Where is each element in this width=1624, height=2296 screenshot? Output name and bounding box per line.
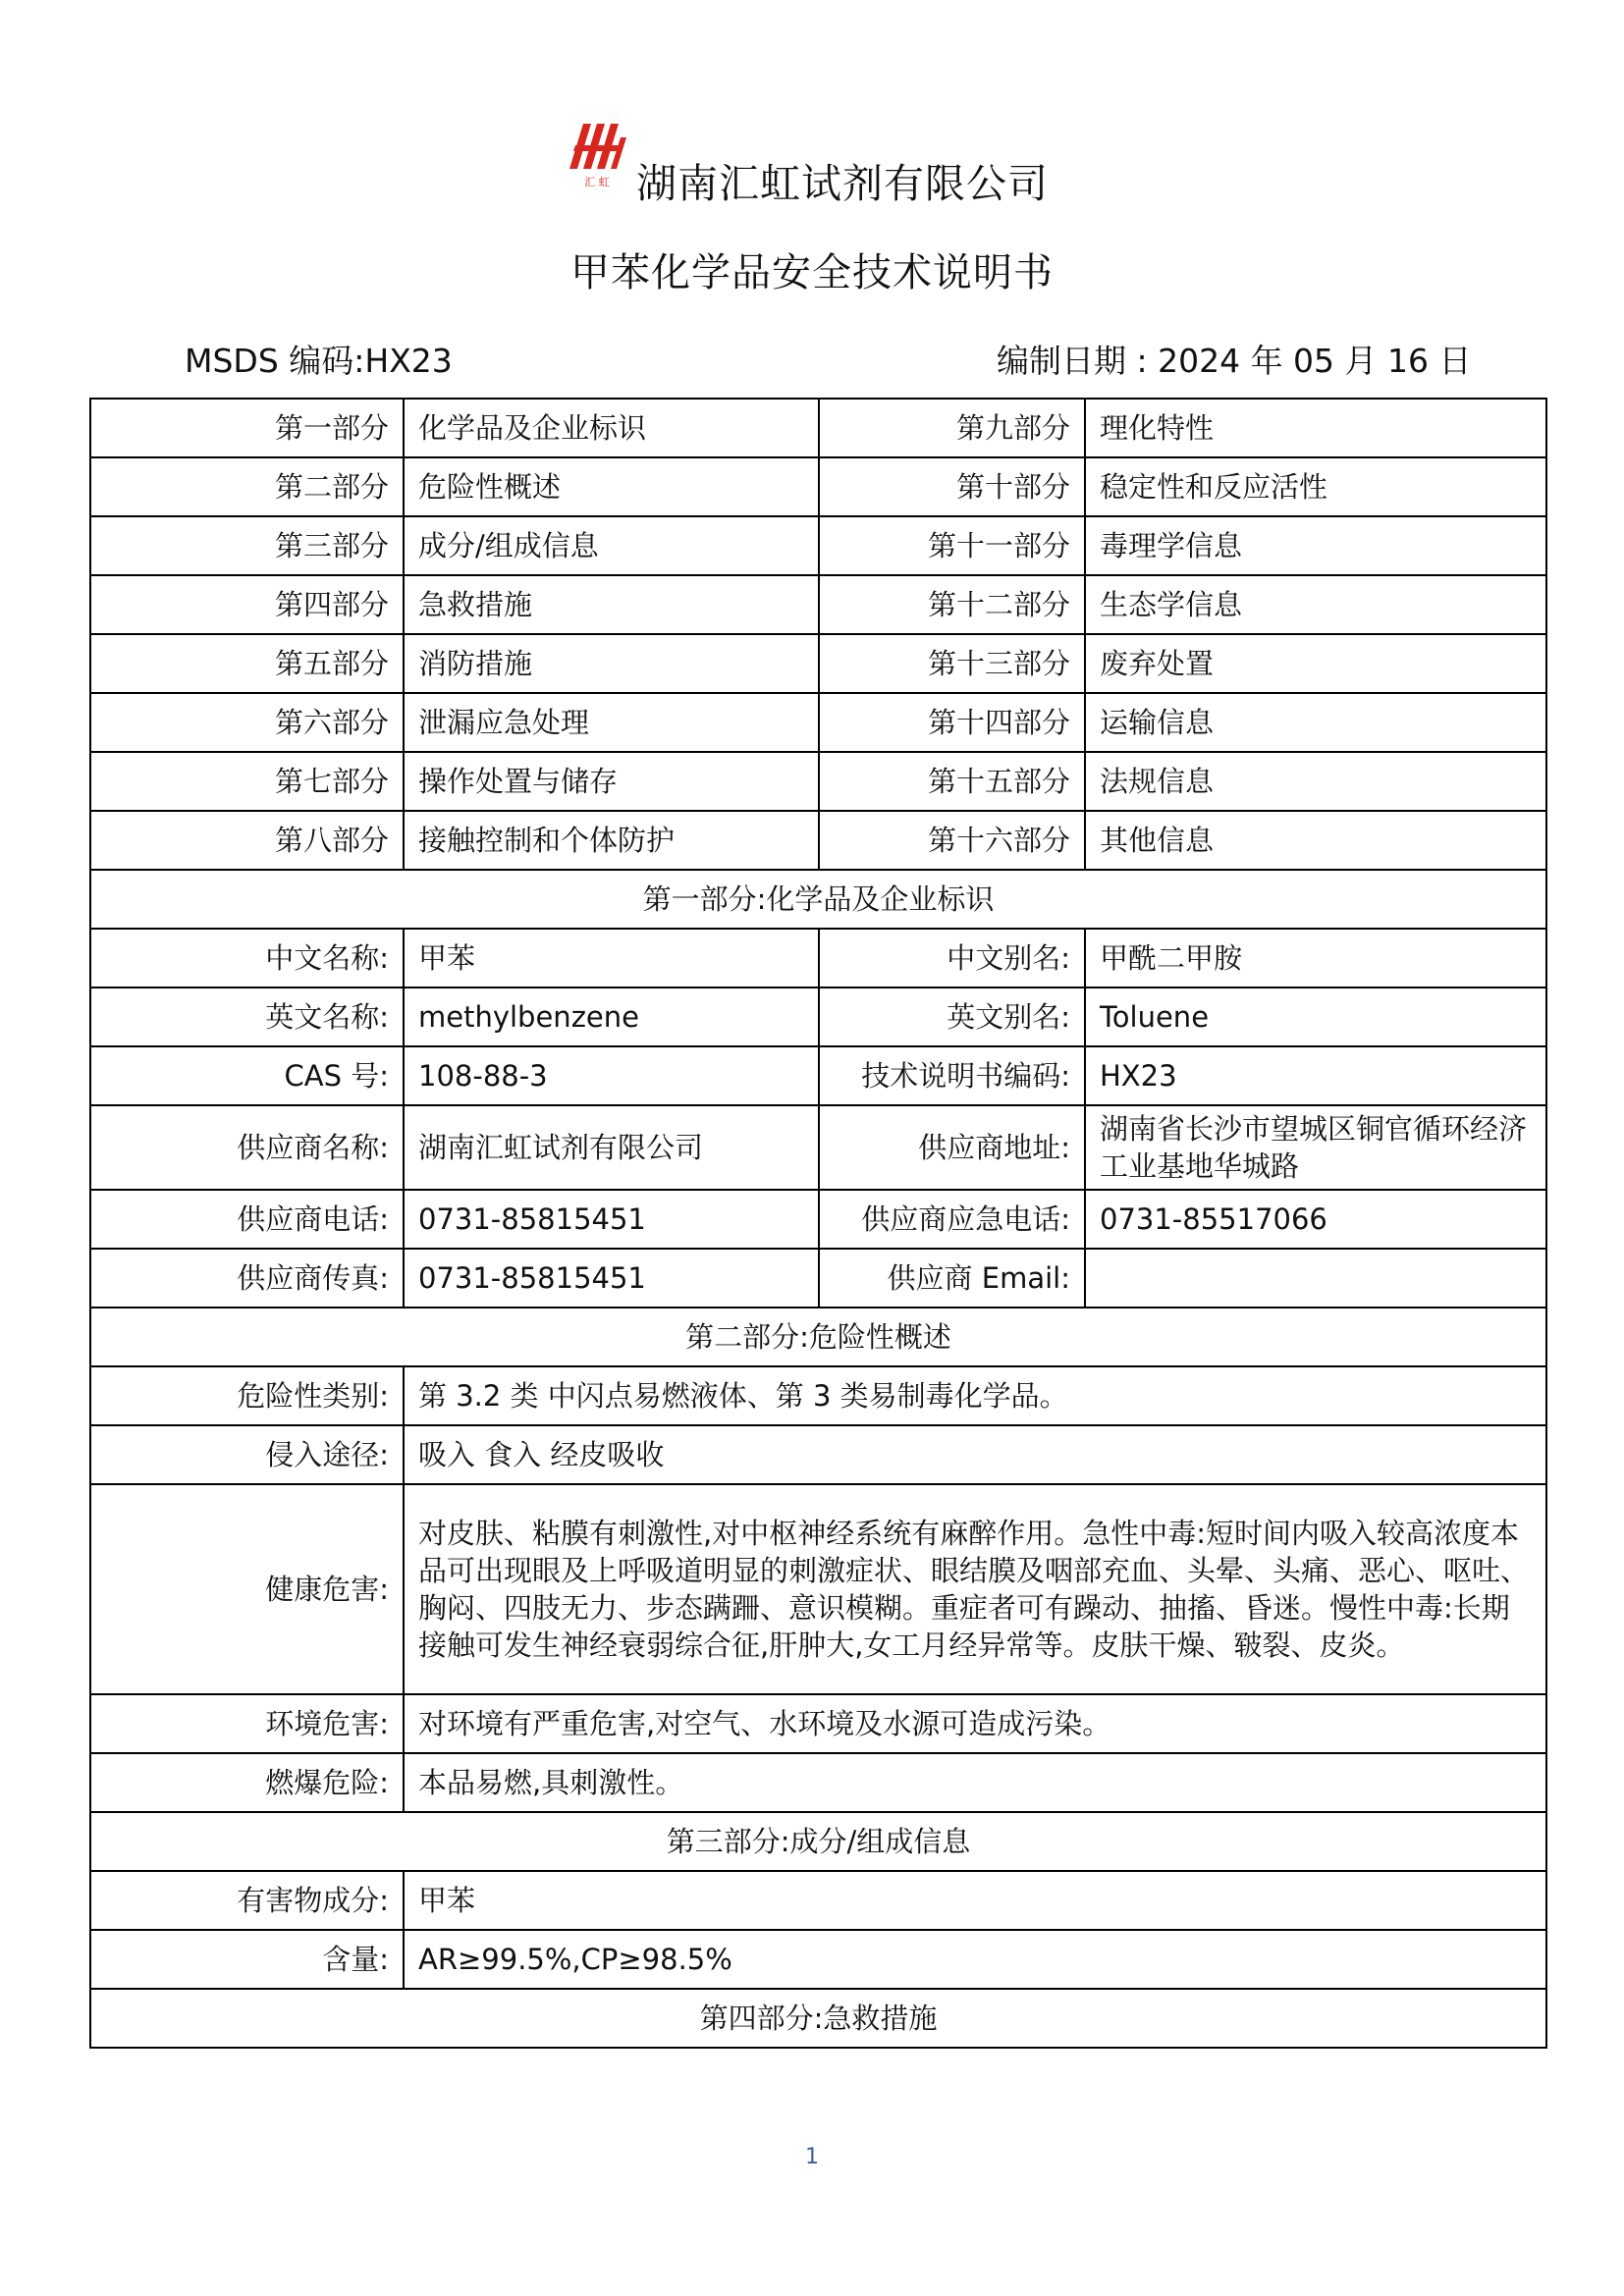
toc-part-title: 泄漏应急处理 [404,693,819,752]
hazard-row [90,1366,1546,1425]
toc-part-title: 危险性概述 [404,457,819,516]
field-label: 供应商 Email: [819,1249,1085,1308]
field-value: 甲酰二甲胺 [1085,929,1546,988]
field-label: 供应商电话: [90,1190,404,1249]
toc-part-title: 接触控制和个体防护 [404,811,819,870]
field-value: Toluene [1085,988,1546,1046]
toc-row [90,634,1546,693]
field-value: 第 3.2 类 中闪点易燃液体、第 3 类易制毒化学品。 [404,1366,1546,1425]
toc-row [90,457,1546,516]
toc-part-title: 理化特性 [1085,399,1546,457]
toc-part-title: 法规信息 [1085,752,1546,811]
field-value: 湖南省长沙市望城区铜官循环经济工业基地华城路 [1085,1105,1546,1190]
toc-part-label: 第十一部分 [819,516,1085,575]
msds-table [89,398,1547,2049]
field-label: 供应商应急电话: [819,1190,1085,1249]
field-value: 0731-85815451 [404,1190,819,1249]
toc-part-label: 第四部分 [90,575,404,634]
field-label: 燃爆危险: [90,1753,404,1812]
document-title: 甲苯化学品安全技术说明书 [570,250,1054,295]
field-label: 供应商传真: [90,1249,404,1308]
hazard-row [90,1484,1546,1694]
toc-row [90,399,1546,457]
composition-row [90,1871,1546,1930]
section-3-heading: 第三部分:成分/组成信息 [90,1812,1546,1871]
field-value: 湖南汇虹试剂有限公司 [404,1105,819,1190]
field-label: 供应商名称: [90,1105,404,1190]
field-value: 对皮肤、粘膜有刺激性,对中枢神经系统有麻醉作用。急性中毒:短时间内吸入较高浓度本品可出现眼及上呼吸道明显的刺激症状、眼结膜及咽部充血、头晕、头痛、恶心、呕吐、胸闷、四肢无力、步态蹒跚、意识模糊。重症者可有躁动、抽搐、昏迷。慢性中毒:长期接触可发生神经衰弱综合征,肝肿大,女工月经异常等。皮肤干燥、皲裂、皮炎。 [404,1484,1546,1694]
field-label: 侵入途径: [90,1425,404,1484]
toc-part-label: 第十六部分 [819,811,1085,870]
toc-part-title: 运输信息 [1085,693,1546,752]
section-heading-row [90,1989,1546,2048]
field-value: 0731-85517066 [1085,1190,1546,1249]
field-value: 对环境有严重危害,对空气、水环境及水源可造成污染。 [404,1694,1546,1753]
toc-part-title: 稳定性和反应活性 [1085,457,1546,516]
field-label: 英文名称: [90,988,404,1046]
company-logo-icon [562,116,632,190]
toc-part-title: 操作处置与储存 [404,752,819,811]
field-label: 英文别名: [819,988,1085,1046]
toc-part-title: 化学品及企业标识 [404,399,819,457]
field-value: 甲苯 [404,1871,1546,1930]
field-label: 含量: [90,1930,404,1989]
section-4-heading: 第四部分:急救措施 [90,1989,1546,2048]
company-name: 湖南汇虹试剂有限公司 [636,160,1049,207]
section-heading-row [90,870,1546,929]
field-value: 0731-85815451 [404,1249,819,1308]
field-value: AR≥99.5%,CP≥98.5% [404,1930,1546,1989]
toc-part-title: 成分/组成信息 [404,516,819,575]
field-label: 中文名称: [90,929,404,988]
field-label: CAS 号: [90,1046,404,1105]
info-row [90,1105,1546,1190]
section-1-heading: 第一部分:化学品及企业标识 [90,870,1546,929]
page-number: 1 [805,2145,819,2169]
toc-row [90,752,1546,811]
hazard-row [90,1694,1546,1753]
toc-part-label: 第九部分 [819,399,1085,457]
logo-caption: 汇 虹 [584,176,610,188]
field-value: 本品易燃,具刺激性。 [404,1753,1546,1812]
document-header [0,116,1624,207]
toc-part-title: 毒理学信息 [1085,516,1546,575]
compile-date: 编制日期 : 2024 年 05 月 16 日 [997,342,1472,380]
toc-row [90,575,1546,634]
section-heading-row [90,1308,1546,1366]
toc-part-label: 第十五部分 [819,752,1085,811]
section-2-heading: 第二部分:危险性概述 [90,1308,1546,1366]
toc-part-label: 第三部分 [90,516,404,575]
toc-part-title: 废弃处置 [1085,634,1546,693]
field-value: 吸入 食入 经皮吸收 [404,1425,1546,1484]
field-value: 甲苯 [404,929,819,988]
toc-part-label: 第十二部分 [819,575,1085,634]
toc-row [90,693,1546,752]
field-label: 危险性类别: [90,1366,404,1425]
toc-part-title: 急救措施 [404,575,819,634]
field-value: 108-88-3 [404,1046,819,1105]
toc-part-label: 第七部分 [90,752,404,811]
field-value: methylbenzene [404,988,819,1046]
toc-part-title: 生态学信息 [1085,575,1546,634]
toc-part-label: 第六部分 [90,693,404,752]
info-row [90,988,1546,1046]
hazard-row [90,1425,1546,1484]
toc-part-title: 其他信息 [1085,811,1546,870]
section-heading-row [90,1812,1546,1871]
field-label: 健康危害: [90,1484,404,1694]
toc-row [90,811,1546,870]
toc-part-label: 第五部分 [90,634,404,693]
field-value [1085,1249,1546,1308]
info-row [90,929,1546,988]
info-row [90,1046,1546,1105]
field-label: 有害物成分: [90,1871,404,1930]
hazard-row [90,1753,1546,1812]
toc-part-label: 第一部分 [90,399,404,457]
field-value: HX23 [1085,1046,1546,1105]
field-label: 中文别名: [819,929,1085,988]
info-row [90,1249,1546,1308]
field-label: 环境危害: [90,1694,404,1753]
field-label: 供应商地址: [819,1105,1085,1190]
toc-part-title: 消防措施 [404,634,819,693]
msds-code: MSDS 编码:HX23 [185,342,453,380]
info-row [90,1190,1546,1249]
field-label: 技术说明书编码: [819,1046,1085,1105]
toc-part-label: 第十四部分 [819,693,1085,752]
toc-part-label: 第十三部分 [819,634,1085,693]
toc-part-label: 第八部分 [90,811,404,870]
toc-part-label: 第十部分 [819,457,1085,516]
toc-part-label: 第二部分 [90,457,404,516]
toc-row [90,516,1546,575]
composition-row [90,1930,1546,1989]
